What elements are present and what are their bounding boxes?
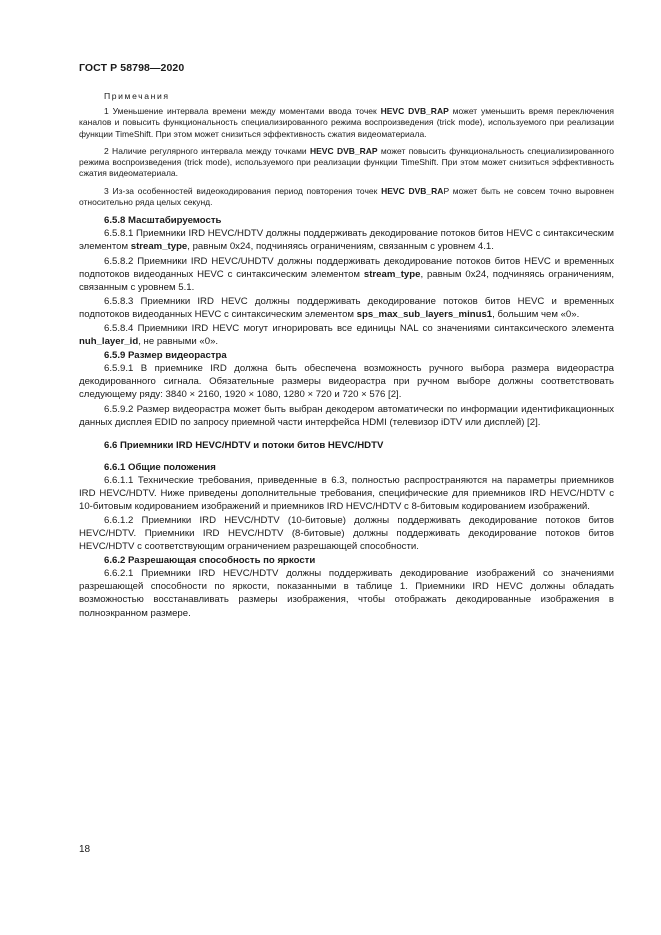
paragraph-6-5-8-4: 6.5.8.4 Приемники IRD HEVC могут игнорировать все единицы NAL со значениями синтаксического элемента nuh_layer_id, не равными «0». — [79, 323, 614, 348]
section-6-5-9-title: 6.5.9 Размер видеорастра — [104, 350, 227, 362]
notes-title: Примечания — [104, 91, 170, 101]
paragraph-6-6-2-1: 6.6.2.1 Приемники IRD HEVC/HDTV должны поддерживать декодирование изображений со значениями разрешающей способности по яркости, показанными в таблице 1. Приемники IRD HEVC должны обладать возможностью восстанавливать размеры изображения, чтобы отображать декодированные изображения в полноэкранном размере. — [79, 568, 614, 619]
page-content — [79, 90, 614, 621]
paragraph-6-6-1-1: 6.6.1.1 Технические требования, приведенные в 6.3, полностью распространяются на параметры приемников IRD HEVC/HDTV. Ниже приведены дополнительные требования, специфические для приемников IRD HEVC/HDTV с 10-битовым кодированием изображений и приемников IRD HEVC/HDTV с 8-битовым кодированием изображений. — [79, 474, 614, 512]
paragraph-6-5-8-3: 6.5.8.3 Приемники IRD HEVC должны поддерживать декодирование потоков битов HEVC и временных подпотоков видеоданных HEVC с синтаксическим элементом sps_max_sub_layers_minus1, большим чем «0». — [79, 295, 614, 320]
section-6-6-2-title: 6.6.2 Разрешающая способность по яркости — [104, 555, 316, 567]
section-6-6-1-title: 6.6.1 Общие положения — [104, 461, 216, 473]
section-6-6-title: 6.6 Приемники IRD HEVC/HDTV и потоки битов HEVC/HDTV — [104, 439, 384, 451]
section-6-5-8-title: 6.5.8 Масштабируемость — [104, 215, 222, 227]
paragraph-6-6-1-2: 6.6.1.2 Приемники IRD HEVC/HDTV (10-битовые) должны поддерживать декодирование потоков битов HEVC/HDTV. Приемники IRD HEVC/HDTV (8-битовые) должны поддерживать декодирование потоков битов HEVC/HDTV с соответствующим ограничением разрешающей способности. — [79, 514, 614, 553]
note-2: 2 Наличие регулярного интервала между точками HEVC DVB_RAP может повысить функциональность специализированного режима воспроизведения (trick mode), используемого при реализации функции TimeShift. При этом может снизиться эффективность сжатия видеоматериала. — [79, 145, 614, 179]
paragraph-6-5-8-2: 6.5.8.2 Приемники IRD HEVC/UHDTV должны поддерживать декодирование потоков битов HEVC и временных подпотоков видеоданных HEVC с синтаксическим элементом stream_type, равным 0x24, подчиняясь ограничениям, связанным с уровнем 5.1. — [79, 255, 614, 293]
note-3: 3 Из-за особенностей видеокодирования период повторения точек HEVC DVB_RAP может быть не совсем точно выровнен относительно ряда целых секунд. — [79, 185, 614, 208]
page-number: 18 — [79, 844, 91, 855]
paragraph-6-5-9-2: 6.5.9.2 Размер видеорастра может быть выбран декодером автоматически по информации идентификационных данных дисплея EDID по запросу приемной части интерфейса HDMI (телевизор iDTV или дисплей) [2]. — [79, 403, 614, 428]
paragraph-6-5-9-1: 6.5.9.1 В приемнике IRD должна быть обеспечена возможность ручного выбора размера видеорастра декодированного сигнала. Обязательные размеры видеорастра при ручном выборе должны соответствовать следующему ряду: 3840 × 2160, 1920 × 1080, 1280 × 720 и 720 × 576 [2]. — [79, 363, 614, 401]
paragraph-6-5-8-1: 6.5.8.1 Приемники IRD HEVC/HDTV должны поддерживать декодирование потоков битов HEVC с синтаксическим элементом stream_type, равным 0x24, подчиняясь ограничениям, связанным с уровнем 4.1. — [79, 228, 614, 253]
standard-header: ГОСТ Р 58798—2020 — [79, 62, 185, 74]
note-1: 1 Уменьшение интервала времени между моментами ввода точек HEVC DVB_RAP может уменьшить время переключения каналов и повысить функциональность специализированного режима воспроизведения (trick mode), используемого при реализации функции TimeShift. При этом может снизиться эффективность сжатия видеоматериала. — [79, 106, 614, 139]
